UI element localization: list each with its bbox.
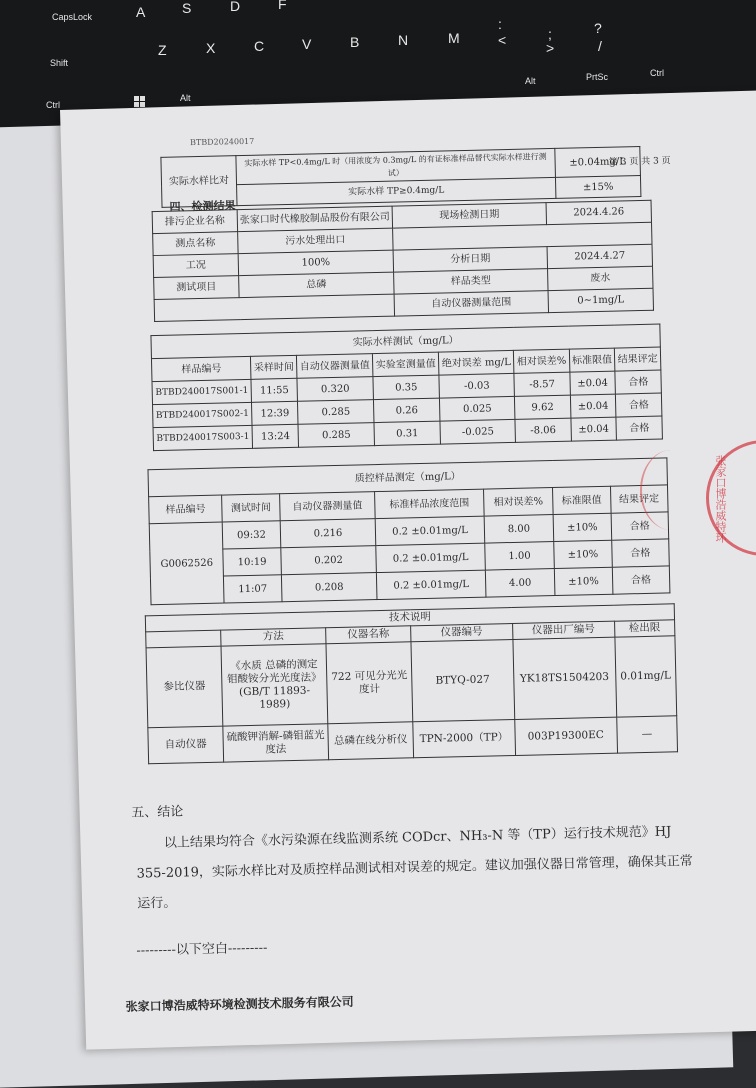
key-lt: < — [498, 32, 507, 48]
criterion-limit: ±15% — [555, 175, 640, 198]
table-cell: 4.00 — [485, 569, 555, 598]
column-header: 标准样品浓度范围 — [375, 489, 484, 518]
label: 测试项目 — [154, 276, 239, 300]
table-cell: 0.285 — [298, 400, 375, 425]
table-cell: -0.03 — [439, 373, 515, 398]
criterion-text: 实际水样 TP<0.4mg/L 时（用浓度为 0.3mg/L 的有证标准样品替代实际水样进行测试） — [236, 148, 556, 184]
column-header: 自动仪器测量值 — [279, 492, 375, 521]
table-cell: 003P19300EC — [514, 717, 617, 755]
table-cell: 合格 — [611, 539, 669, 567]
value: 废水 — [548, 266, 653, 290]
table-cell: 11:07 — [224, 575, 282, 603]
label: 现场检测日期 — [392, 203, 546, 228]
conclusion-text: 以上结果均符合《水污染源在线监测系统 CODcr、NH₃-N 等（TP）运行技术规范》HJ 355-2019，实际水样比对及质控样品测试相对误差的规定。建议加强仪器日常管理，确保其正常运行。 — [136, 824, 693, 912]
table-cell: BTBD240017S001-1 — [152, 379, 252, 404]
table-cell: 0.26 — [374, 398, 440, 422]
report-page — [110, 127, 710, 1014]
table-title: 实际水样测试（mg/L） — [151, 324, 660, 359]
key-m: M — [448, 30, 460, 46]
table-cell: 《水质 总磷的测定 钼酸铵分光光度法》(GB/T 11893-1989) — [221, 644, 328, 726]
conclusion-title: 五、结论 — [131, 804, 184, 821]
table-cell: 0.2 ±0.01mg/L — [376, 543, 485, 572]
table-cell: TPN-2000（TP） — [413, 719, 515, 757]
key-z: Z — [158, 42, 167, 58]
value: 总磷 — [239, 272, 394, 298]
real-sample-table — [150, 324, 663, 452]
key-x: X — [206, 40, 216, 56]
label: 工况 — [153, 254, 238, 278]
table-cell: BTBD240017S003-1 — [153, 425, 253, 450]
technical-notes-table — [145, 603, 678, 764]
table-cell: 合格 — [615, 370, 661, 394]
table-cell: 合格 — [616, 416, 662, 440]
table-title: 质控样品测定（mg/L） — [148, 458, 667, 497]
table-title: 技术说明 — [145, 604, 674, 632]
table-cell: 1.00 — [484, 542, 554, 571]
value: 张家口时代橡胶制品股份有限公司 — [237, 206, 392, 232]
table-cell: 0.216 — [280, 519, 376, 548]
value: 污水处理出口 — [238, 228, 393, 254]
sample-id: G0062526 — [149, 522, 224, 605]
key-question: ? — [594, 20, 602, 36]
table-cell: 0.31 — [374, 421, 440, 445]
column-header: 结果评定 — [610, 485, 668, 513]
table-cell: 9.62 — [515, 395, 571, 419]
document-number: BTBD20240017 — [189, 136, 255, 148]
column-header: 仪器名称 — [326, 626, 411, 644]
table-cell: 0.025 — [440, 396, 516, 421]
label: 排污企业名称 — [152, 210, 237, 234]
table-cell: 合格 — [616, 393, 662, 417]
key-colon: : — [498, 16, 502, 32]
value: 2024.4.26 — [546, 200, 651, 224]
label: 样品类型 — [394, 269, 548, 294]
table-cell: ±0.04 — [571, 417, 617, 441]
table-cell: 13:24 — [252, 424, 298, 448]
company-footer: 张家口博浩威特环境检测技术服务有限公司 — [125, 994, 354, 1014]
key-prtsc: PrtSc — [586, 72, 609, 82]
table-cell: ±10% — [554, 540, 612, 568]
table-cell: 722 可见分光光度计 — [326, 642, 413, 724]
row-label: 自动仪器 — [148, 726, 224, 764]
key-gt: > — [546, 40, 555, 56]
key-alt-right: Alt — [525, 76, 536, 86]
table-cell: 0.202 — [281, 546, 377, 575]
value: 2024.4.27 — [547, 244, 652, 268]
key-d: D — [230, 0, 241, 14]
page-number: 第 3 页 共 3 页 — [608, 156, 671, 168]
criterion-limit: ±0.04mg/L — [555, 146, 641, 177]
table-cell: 10:19 — [223, 548, 281, 576]
table-cell: YK18TS1504203 — [512, 637, 616, 719]
key-alt-left: Alt — [180, 93, 191, 103]
column-header: 样品编号 — [151, 356, 251, 381]
key-b: B — [350, 34, 360, 50]
table-cell: — — [616, 716, 677, 753]
table-cell: 0.2 ±0.01mg/L — [376, 516, 485, 545]
table-cell: 硫酸钾消解-磷钼蓝光度法 — [223, 724, 329, 762]
table-cell: ±0.04 — [569, 371, 615, 395]
column-header: 方法 — [221, 628, 326, 646]
column-header: 绝对误差 mg/L — [439, 350, 515, 375]
key-ctrl-left: Ctrl — [46, 100, 60, 110]
table-cell: 12:39 — [252, 401, 298, 425]
table-cell: ±10% — [553, 513, 611, 541]
column-header: 仪器编号 — [411, 624, 513, 642]
key-f: F — [278, 0, 287, 12]
key-capslock: CapsLock — [52, 12, 93, 22]
table-cell: 0.208 — [281, 573, 377, 602]
label: 测点名称 — [153, 232, 238, 256]
table-cell: 0.2 ±0.01mg/L — [377, 570, 486, 599]
key-shift-left: Shift — [50, 58, 69, 68]
column-header: 检出限 — [614, 620, 675, 637]
table-cell: -8.06 — [515, 418, 571, 442]
column-header: 自动仪器测量值 — [296, 354, 373, 379]
table-cell: 8.00 — [484, 515, 554, 544]
column-header: 仪器出厂编号 — [512, 621, 614, 639]
column-header: 相对误差% — [514, 349, 570, 373]
row-label: 参比仪器 — [146, 646, 223, 728]
column-header: 标准限值 — [553, 486, 611, 514]
row-label: 实际水样比对 — [161, 156, 237, 208]
key-a: A — [136, 4, 146, 20]
column-header: 标准限值 — [569, 348, 615, 372]
partial-stamp — [640, 450, 702, 530]
table-cell: 0.320 — [297, 377, 374, 402]
table-cell: 总磷在线分析仪 — [328, 722, 414, 760]
key-v: V — [302, 36, 312, 52]
windows-key-icon — [134, 96, 145, 107]
seal-text: 张家口博浩威特环 — [714, 455, 727, 543]
column-header: 实验室测量值 — [373, 352, 439, 376]
qc-sample-table — [147, 457, 670, 605]
key-c: C — [254, 38, 265, 54]
blank-note: ---------以下空白--------- — [136, 940, 268, 959]
column-header: 样品编号 — [149, 495, 223, 524]
section-title: 四、检测结果 — [169, 199, 236, 214]
column-header: 相对误差% — [483, 488, 553, 517]
table-cell: 合格 — [611, 512, 669, 540]
table-cell: ±0.04 — [570, 394, 616, 418]
table-cell: 0.285 — [298, 423, 375, 448]
column-header: 结果评定 — [615, 347, 661, 371]
test-info-table — [152, 200, 654, 322]
key-s: S — [182, 0, 192, 16]
table-cell: BTBD240017S002-1 — [153, 402, 253, 427]
value: 0~1mg/L — [548, 288, 653, 312]
table-row — [146, 636, 677, 728]
table-cell: -8.57 — [514, 372, 570, 396]
column-header: 测试时间 — [222, 494, 280, 522]
table-cell: -0.025 — [440, 419, 516, 444]
column-header: 采样时间 — [251, 355, 297, 379]
key-ctrl-right: Ctrl — [650, 68, 664, 78]
table-cell: BTYQ-027 — [411, 639, 514, 721]
key-n: N — [398, 32, 409, 48]
key-semicolon: ; — [548, 26, 552, 42]
criterion-text: 实际水样 TP≥0.4mg/L — [237, 177, 556, 205]
table-cell: 11:55 — [251, 378, 297, 402]
table-cell: ±10% — [555, 567, 613, 595]
table-cell: 0.35 — [373, 375, 439, 399]
table-cell: 09:32 — [223, 521, 281, 549]
table-cell: 0.01mg/L — [615, 636, 677, 717]
label: 分析日期 — [393, 247, 547, 272]
label: 自动仪器测量范围 — [394, 291, 548, 316]
key-slash: / — [598, 38, 602, 54]
table-cell: 合格 — [612, 566, 670, 594]
value: 100% — [238, 250, 393, 276]
